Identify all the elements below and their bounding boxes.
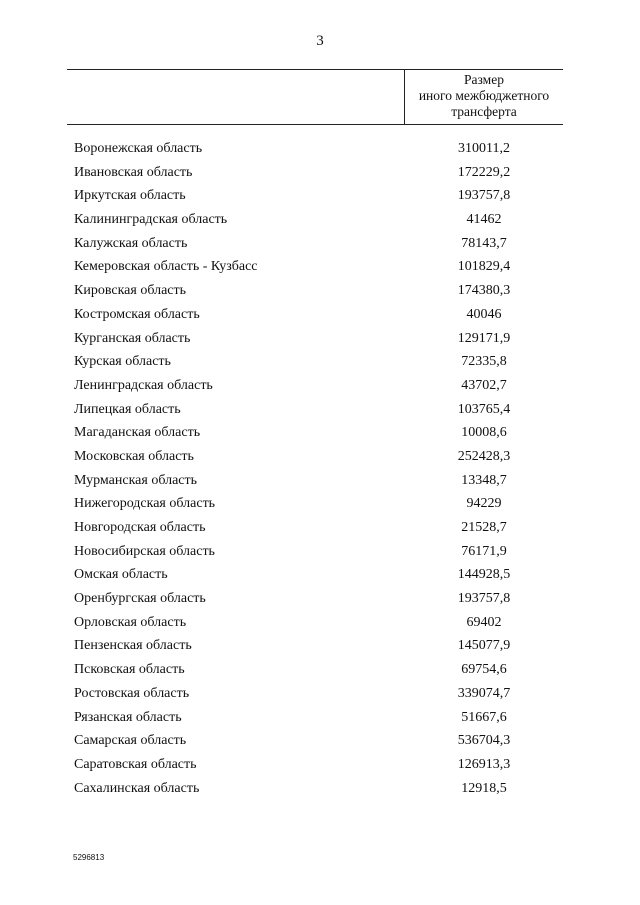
value-column-header-line-2: иного межбюджетного [418, 88, 550, 103]
page-number: 3 [316, 33, 324, 49]
region-name: Ивановская область [74, 164, 193, 180]
transfer-amount: 193757,8 [457, 591, 511, 607]
table-row [0, 777, 640, 801]
transfer-amount: 174380,3 [457, 283, 511, 299]
transfer-amount: 10008,6 [461, 425, 507, 441]
transfer-amount: 69402 [466, 614, 502, 630]
region-name: Ростовская область [74, 685, 190, 701]
table-row [0, 350, 640, 374]
transfer-amount: 144928,5 [457, 567, 511, 583]
table-row [0, 255, 640, 279]
region-name: Костромская область [74, 306, 200, 322]
region-name: Нижегородская область [74, 496, 216, 512]
table-row [0, 469, 640, 493]
region-name: Магаданская область [74, 425, 201, 441]
table-top-rule [67, 69, 563, 70]
region-name: Новгородская область [74, 520, 206, 535]
transfer-amount: 69754,6 [461, 662, 507, 678]
transfer-amount: 12918,5 [461, 780, 507, 796]
table-row [0, 374, 640, 398]
region-name: Калининградская область [74, 212, 228, 228]
table-row [0, 563, 640, 587]
table-row [0, 753, 640, 777]
region-name: Новосибирская область [74, 543, 215, 559]
region-name: Курганская область [74, 330, 191, 346]
table-row [0, 208, 640, 232]
transfer-amount: 40046 [466, 306, 502, 322]
region-name: Рязанская область [74, 709, 182, 725]
transfer-amount: 72335,8 [461, 354, 507, 370]
table-row [0, 634, 640, 658]
region-name: Орловская область [74, 614, 187, 630]
value-column-header-line-1: Размер [464, 72, 504, 87]
region-name: Пензенская область [74, 638, 192, 654]
table-row [0, 445, 640, 469]
region-name: Курская область [74, 354, 171, 370]
region-name: Самарская область [74, 733, 187, 749]
value-column-header-line-3: трансферта [451, 104, 517, 119]
transfer-amount: 76171,9 [461, 543, 507, 559]
transfer-amount: 51667,6 [461, 709, 507, 725]
transfer-amount: 21528,7 [461, 520, 507, 535]
region-name: Воронежская область [74, 141, 203, 156]
table-row [0, 279, 640, 303]
table-row [0, 611, 640, 635]
region-name: Саратовская область [74, 756, 197, 772]
region-name: Оренбургская область [74, 591, 206, 607]
transfer-amount: 126913,3 [457, 756, 511, 772]
transfer-amount: 43702,7 [461, 377, 507, 393]
transfer-amount: 41462 [466, 212, 502, 228]
region-name: Московская область [74, 448, 194, 464]
transfer-amount: 172229,2 [457, 164, 511, 180]
table-row [0, 729, 640, 753]
transfer-amount: 129171,9 [457, 330, 511, 346]
transfer-amount: 339074,7 [457, 685, 511, 701]
transfer-amount: 536704,3 [457, 733, 511, 749]
table-row [0, 706, 640, 730]
region-name: Кемеровская область - Кузбасс [74, 259, 258, 275]
table-header-bottom-rule [67, 124, 563, 125]
table-row [0, 303, 640, 327]
table-row [0, 658, 640, 682]
region-name: Мурманская область [74, 472, 198, 488]
region-name: Калужская область [74, 235, 188, 251]
region-name: Сахалинская область [74, 780, 200, 796]
transfer-amount: 103765,4 [457, 401, 511, 417]
transfer-amount: 310011,2 [458, 141, 510, 156]
region-name: Псковская область [74, 662, 185, 678]
table-body [0, 137, 640, 800]
table-row [0, 184, 640, 208]
value-column-header [405, 72, 563, 120]
table-row [0, 161, 640, 185]
table-row [0, 492, 640, 516]
region-name: Кировская область [74, 283, 187, 299]
transfer-amount: 145077,9 [457, 638, 511, 654]
table-row [0, 540, 640, 564]
table-row [0, 587, 640, 611]
transfer-amount: 101829,4 [457, 259, 511, 275]
table-row [0, 327, 640, 351]
document-code: 5296813 [73, 853, 105, 862]
region-name: Омская область [74, 567, 168, 583]
transfer-amount: 94229 [466, 496, 502, 512]
transfer-amount: 252428,3 [457, 448, 511, 464]
table-row [0, 232, 640, 256]
table-row [0, 137, 640, 161]
region-name: Иркутская область [74, 188, 186, 204]
region-name: Ленинградская область [74, 377, 213, 393]
table-row [0, 516, 640, 540]
transfer-amount: 78143,7 [461, 235, 507, 251]
region-name: Липецкая область [74, 401, 181, 417]
table-row [0, 398, 640, 422]
table-row [0, 682, 640, 706]
table-row [0, 421, 640, 445]
transfer-amount: 193757,8 [457, 188, 511, 204]
transfer-amount: 13348,7 [461, 472, 507, 488]
